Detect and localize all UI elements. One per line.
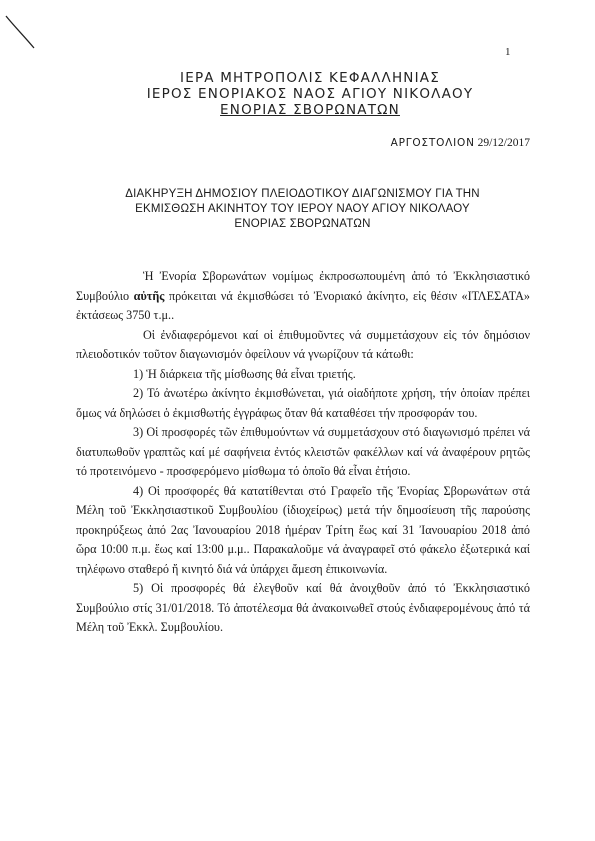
intro-paragraph (76, 267, 530, 326)
notice-body (76, 267, 530, 638)
intro-text-before: Ἡ Ἐνορία Σβορωνάτων νομίμως ἐκπροσωπουμένη ἀπό τό Ἐκκλησιαστικό Συμβούλιο (76, 269, 530, 303)
intro-text-after: πρόκειται νά ἐκμισθώσει τό Ἐνοριακό ἀκίνητο, εἰς θέσιν «ΙΤΛΕΣΑΤΑ» ἐκτάσεως 3750 τ.μ.. (76, 288, 531, 322)
place-date-line (330, 137, 530, 149)
term-item-2: 2) Τό ἀνωτέρω ἀκίνητο ἐκμισθώνεται, γιά οἱαδήποτε χρήση, τήν ὁποίαν πρέπει ὅμως νά δηλώσει ὁ ἐκμισθωτής ἐγγράφως ὅταν θά καταθέσει τήν προσφοράν του. (76, 386, 530, 420)
notice-title-line: ΕΚΜΙΣΘΩΣΗ ΑΚΙΝΗΤΟΥ ΤΟΥ ΙΕΡΟΥ ΝΑΟΥ ΑΓΙΟΥ ΝΙΚΟΛΑΟΥ (135, 203, 470, 215)
letterhead-parish: ΕΝΟΡΙΑΣ ΣΒΟΡΩΝΑΤΩΝ (220, 102, 400, 118)
document-date: 29/12/2017 (477, 137, 530, 149)
place-name: ΑΡΓΟΣΤΟΛΙΟΝ (390, 137, 475, 149)
letterhead-church: ΙΕΡΟΣ ΕΝΟΡΙΑΚΟΣ ΝΑΟΣ ΑΓΙΟΥ ΝΙΚΟΛΑΟΥ (146, 86, 474, 102)
pen-stroke-mark (0, 0, 60, 60)
term-item-3: 3) Οἱ προσφορές τῶν ἐπιθυμούντων νά συμμετάσχουν στό διαγωνισμό πρέπει νά διατυπωθοῦν γραπτῶς καί μέ σαφήνεια ἐντός κλειστῶν φακέλλων καί νά ἀναφέρουν ρητῶς τό προτεινόμενο - προσφερόμενο μίσθωμα τό ὁποῖο θά εἶναι ἐτήσιο. (76, 425, 530, 478)
term-item-5: 5) Οἱ προσφορές θά ἐλεγθοῦν καί θά ἀνοιχθοῦν ἀπό τό Ἐκκλησιαστικό Συμβούλιο στίς 31/01/2018. Τό ἀποτέλεσμα θά ἀνακοινωθεῖ στούς ἐνδιαφερομένους ἀπό τά Μέλη τοῦ Ἐκκλ. Συμβουλίου. (76, 581, 530, 634)
term-item-1: 1) Ἡ διάρκεια τῆς μίσθωσης θά εἶναι τριετής. (133, 366, 356, 381)
invite-paragraph: Οἱ ἐνδιαφερόμενοι καί οἱ ἐπιθυμοῦντες νά συμμετάσχουν εἰς τόν δημόσιον πλειοδοτικόν τοῦτον διαγωνισμόν ὀφείλουν νά γνωρίζουν τά κάτωθι: (76, 327, 530, 361)
intro-bold-word: αὐτῆς (133, 288, 165, 303)
notice-title (75, 187, 530, 232)
page-number: 1 (505, 46, 511, 58)
notice-title-line: ΔΙΑΚΗΡΥΞΗ ΔΗΜΟΣΙΟΥ ΠΛΕΙΟΔΟΤΙΚΟΥ ΔΙΑΓΩΝΙΣΜΟΥ ΓΙΑ ΤΗΝ (125, 188, 480, 200)
term-item-4: 4) Οἱ προσφορές θά κατατίθενται στό Γραφεῖο τῆς Ἐνορίας Σβορωνάτων στά Μέλη τοῦ Ἐκκλησιαστικοῦ Συμβουλίου (ἰδιοχείρως) μετά τήν δημοσίευση τῆς παρούσης προκηρύξεως ἀπό 2ας Ἰανουαρίου 2018 ἡμέραν Τρίτη ἕως καί 31 Ἰανουαρίου 2018 ἀπό ὥρα 10:00 π.μ. ἕως καί 13:00 μ.μ.. Παρακαλοῦμε νά ἀναγραφεῖ στό φάκελο ἐξωτερικά καί τηλέφωνο σταθερό ἤ κινητό διά νά ὑπάρχει ἄμεση ἐπικοινωνία. (76, 483, 530, 576)
notice-title-line: ΕΝΟΡΙΑΣ ΣΒΟΡΩΝΑΤΩΝ (234, 218, 371, 230)
letterhead-metropolis: ΙΕΡΑ ΜΗΤΡΟΠΟΛΙΣ ΚΕΦΑΛΛΗΝΙΑΣ (180, 70, 440, 86)
letterhead (120, 70, 500, 118)
